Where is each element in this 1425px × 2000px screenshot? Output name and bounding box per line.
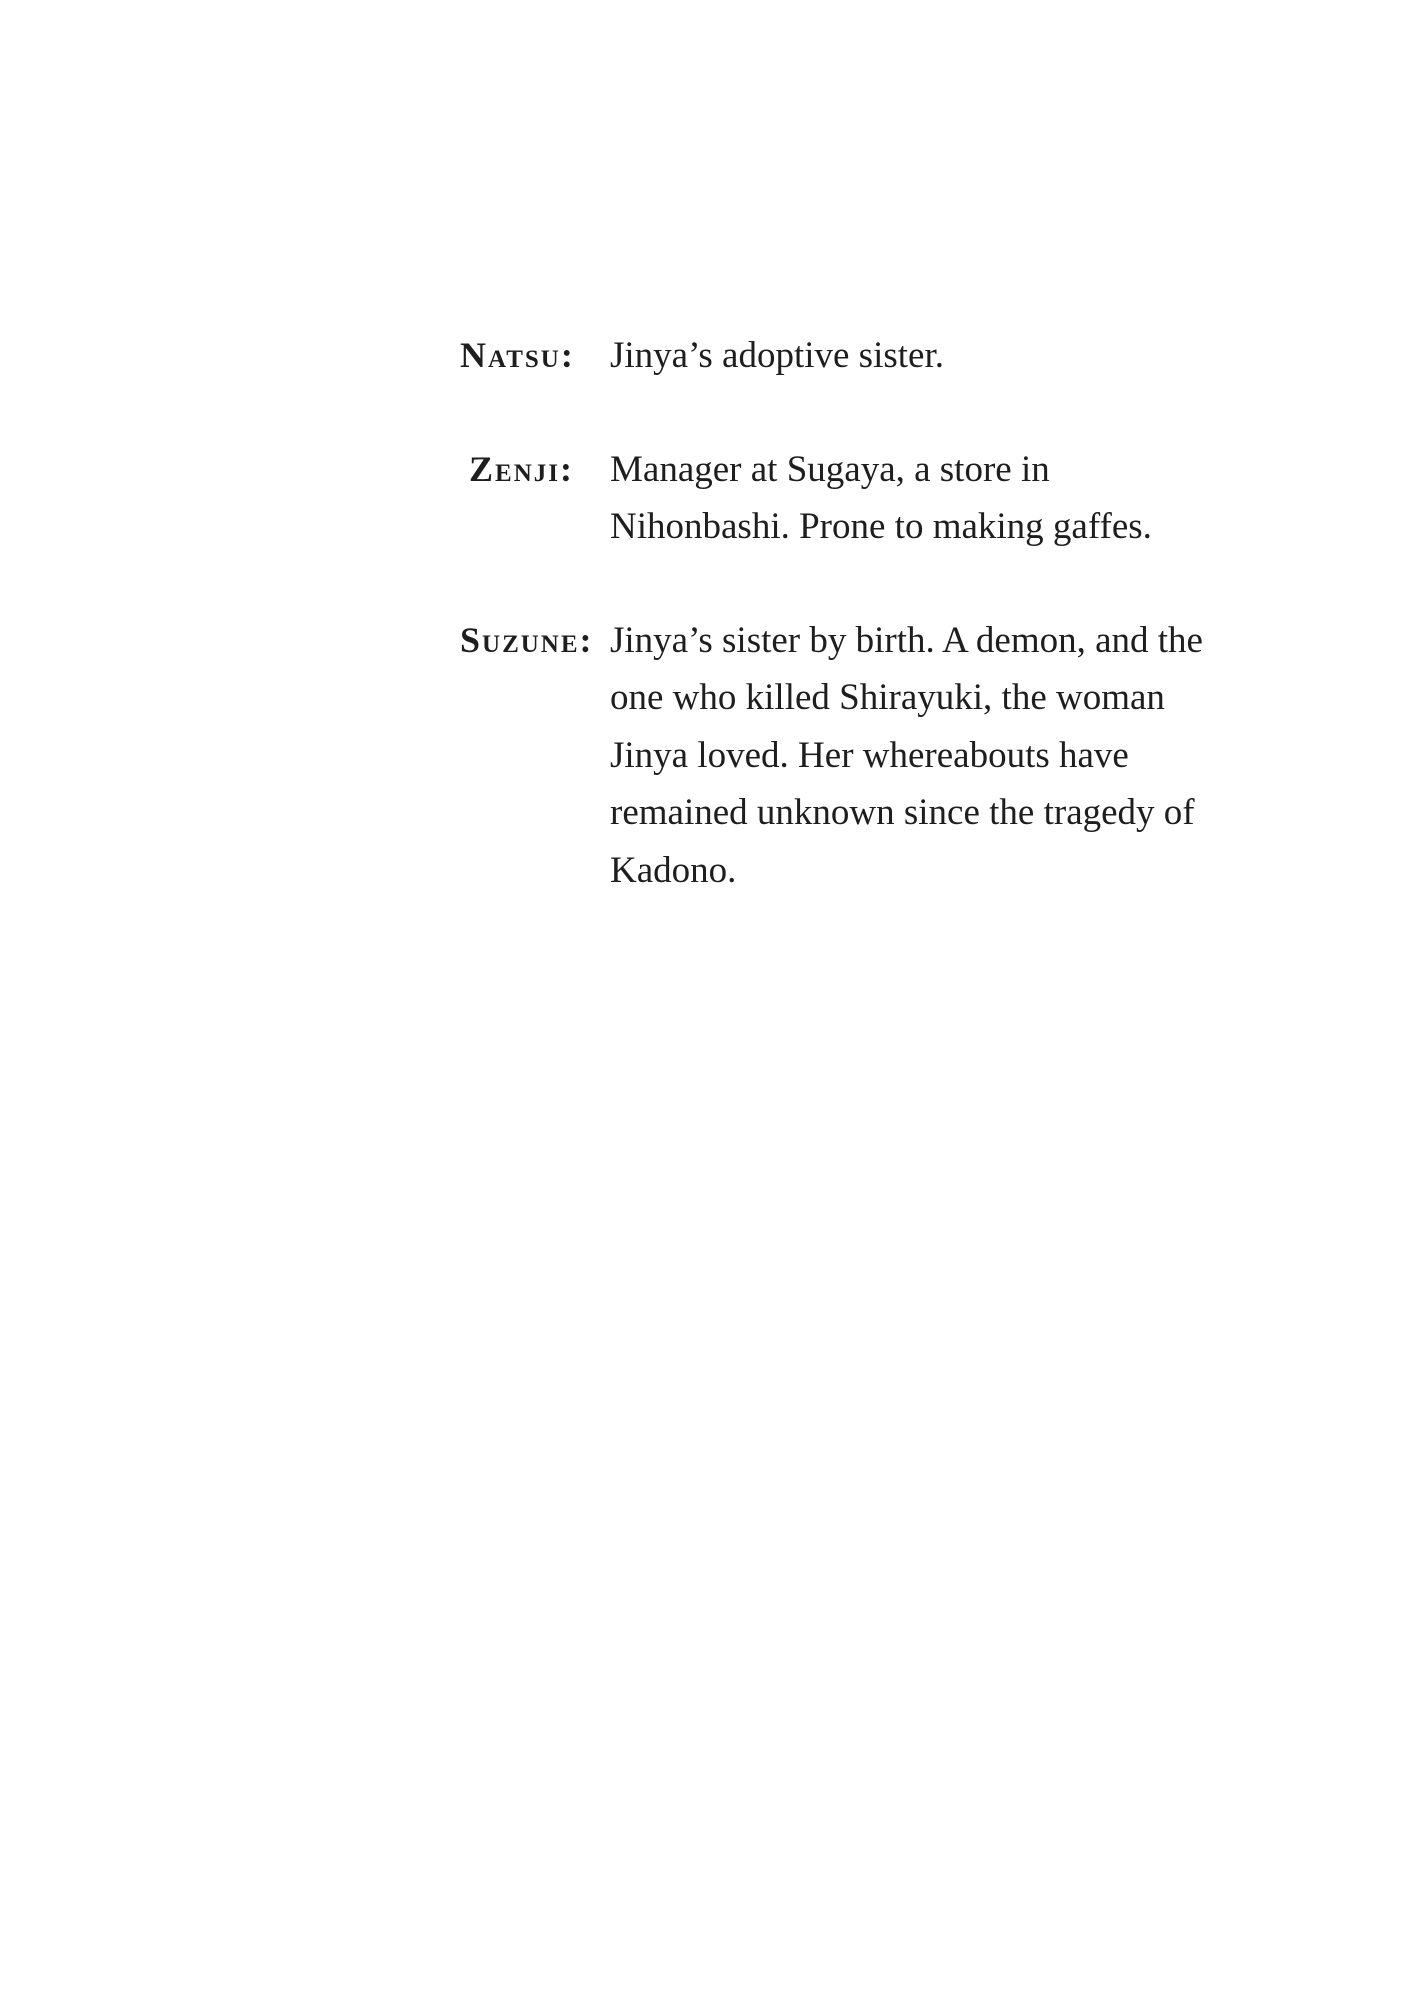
character-description: Manager at Sugaya, a store in Nihonbashi. Prone to making gaffes. bbox=[610, 448, 1152, 547]
character-entry-zenji bbox=[460, 441, 1240, 556]
character-description: Jinya’s sister by birth. A demon, and the one who killed Shirayuki, the woman Jinya loved. Her whereabouts have remained unknown since the tragedy of Kadono. bbox=[610, 619, 1203, 891]
character-name: Suzune: bbox=[460, 619, 594, 660]
character-entry-natsu bbox=[460, 327, 1240, 385]
character-entry-suzune bbox=[460, 612, 1240, 900]
character-list bbox=[460, 327, 1240, 955]
character-name: Zenji: bbox=[469, 448, 574, 489]
character-description: Jinya’s adoptive sister. bbox=[610, 335, 944, 376]
character-name: Natsu: bbox=[460, 335, 575, 375]
